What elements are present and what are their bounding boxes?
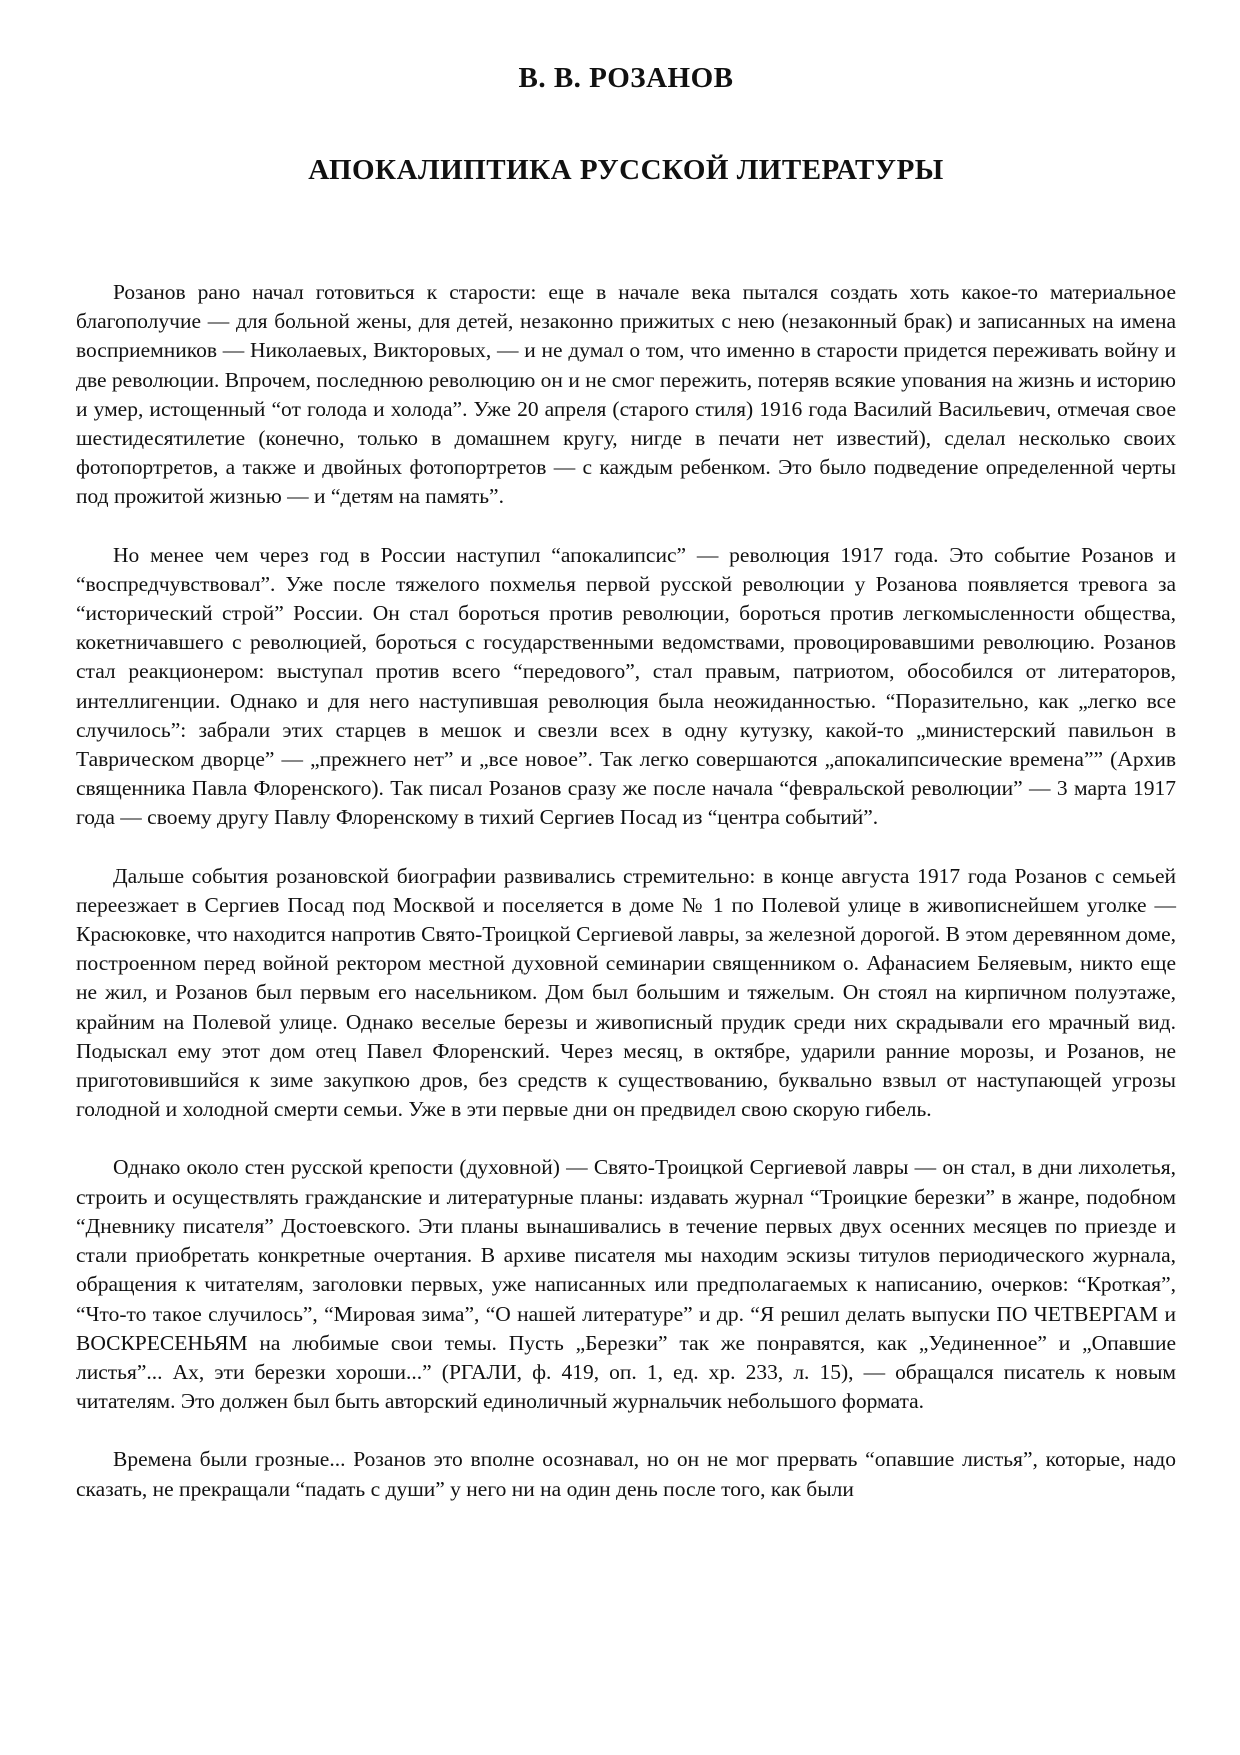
paragraph: Времена были грозные... Розанов это вполне осознавал, но он не мог прервать “опавшие листья”, которые, надо сказать, не прекращали “падать с души” у него ни на один день после того, как были <box>76 1447 1176 1501</box>
paragraph: Но менее чем через год в России наступил “апокалипсис” — революция 1917 года. Это событие Розанов и “воспредчувствовал”. Уже после тяжелого похмелья первой русской революции у Розанова появляется тревога за “исторический строй” России. Он стал бороться против революции, бороться против легкомысленности общества, кокетничавшего с революцией, бороться с государственными ведомствами, провоцировавшими революцию. Розанов стал реакционером: выступал против всего “передового”, стал правым, патриотом, обособился от литераторов, интеллигенции. Однако и для него наступившая революция была неожиданностью. “Поразительно, как „легко все случилось”: забрали этих старцев в мешок и свезли всех в одну кутузку, какой-то „министерский павильон в Таврическом дворце” — „прежнего нет” и „все новое”. Так легко совершаются „апокалипсические времена”” (Архив священника Павла Флоренского). Так писал Розанов сразу же после начала “февральской революции” — 3 марта 1917 года — своему другу Павлу Флоренскому в тихий Сергиев Посад из “центра событий”. <box>76 542 1176 830</box>
paragraph: Розанов рано начал готовиться к старости: еще в начале века пытался создать хоть какое-то материальное благополучие — для больной жены, для детей, незаконно прижитых с нею (незаконный брак) и записанных на имена восприемников — Николаевых, Викторовых, — и не думал о том, что именно в старости придется переживать войну и две революции. Впрочем, последнюю революцию он и не смог пережить, потеряв всякие упования на жизнь и историю и умер, истощенный “от голода и холода”. Уже 20 апреля (старого стиля) 1916 года Василий Васильевич, отмечая свое шестидесятилетие (конечно, только в домашнем кругу, нигде в печати нет известий), сделал несколько своих фотопортретов, а также и двойных фотопортретов — с каждым ребенком. Это было подведение определенной черты под прожитой жизнью — и “детям на память”. <box>76 280 1176 509</box>
paragraph: Однако около стен русской крепости (духовной) — Свято-Троицкой Сергиевой лавры — он стал, в дни лихолетья, строить и осуществлять гражданские и литературные планы: издавать журнал “Троицкие березки” в жанре, подобном “Дневнику писателя” Достоевского. Эти планы вынашивались в течение первых двух осенних месяцев по приезде и стали приобретать конкретные очертания. В архиве писателя мы находим эскизы титулов периодического журнала, обращения к читателям, заголовки первых, уже написанных или предполагаемых к написанию, очерков: “Кроткая”, “Что-то такое случилось”, “Мировая зима”, “О нашей литературе” и др. “Я решил делать выпуски ПО ЧЕТВЕРГАМ и ВОСКРЕСЕНЬЯМ на любимые свои темы. Пусть „Березки” так же понравятся, как „Уединенное” и „Опавшие листья”... Ах, эти березки хороши...” (РГАЛИ, ф. 419, оп. 1, ед. хр. 233, л. 15), — обращался писатель к новым читателям. Это должен был быть авторский единоличный журнальчик небольшого формата. <box>76 1155 1176 1414</box>
document-page <box>76 0 1176 1533</box>
author-heading: В. В. РОЗАНОВ <box>518 62 734 94</box>
article-body <box>76 278 1176 1504</box>
paragraph: Дальше события розановской биографии развивались стремительно: в конце августа 1917 года Розанов с семьей переезжает в Сергиев Посад под Москвой и поселяется в доме № 1 по Полевой улице в живописнейшем уголке — Красюковке, что находится напротив Свято-Троицкой Сергиевой лавры, за железной дорогой. В этом деревянном доме, построенном перед войной ректором местной духовной семинарии священником о. Афанасием Беляевым, никто еще не жил, и Розанов был первым его насельником. Дом был большим и тяжелым. Он стоял на кирпичном полуэтаже, крайним на Полевой улице. Однако веселые березы и живописный прудик среди них скрадывали его мрачный вид. Подыскал ему этот дом отец Павел Флоренский. Через месяц, в октябре, ударили ранние морозы, и Розанов, не приготовившийся к зиме закупкою дров, без средств к существованию, буквально взвыл от наступающей угрозы голодной и холодной смерти семьи. Уже в эти первые дни он предвидел свою скорую гибель. <box>76 863 1176 1122</box>
article-title: АПОКАЛИПТИКА РУССКОЙ ЛИТЕРАТУРЫ <box>308 154 944 186</box>
